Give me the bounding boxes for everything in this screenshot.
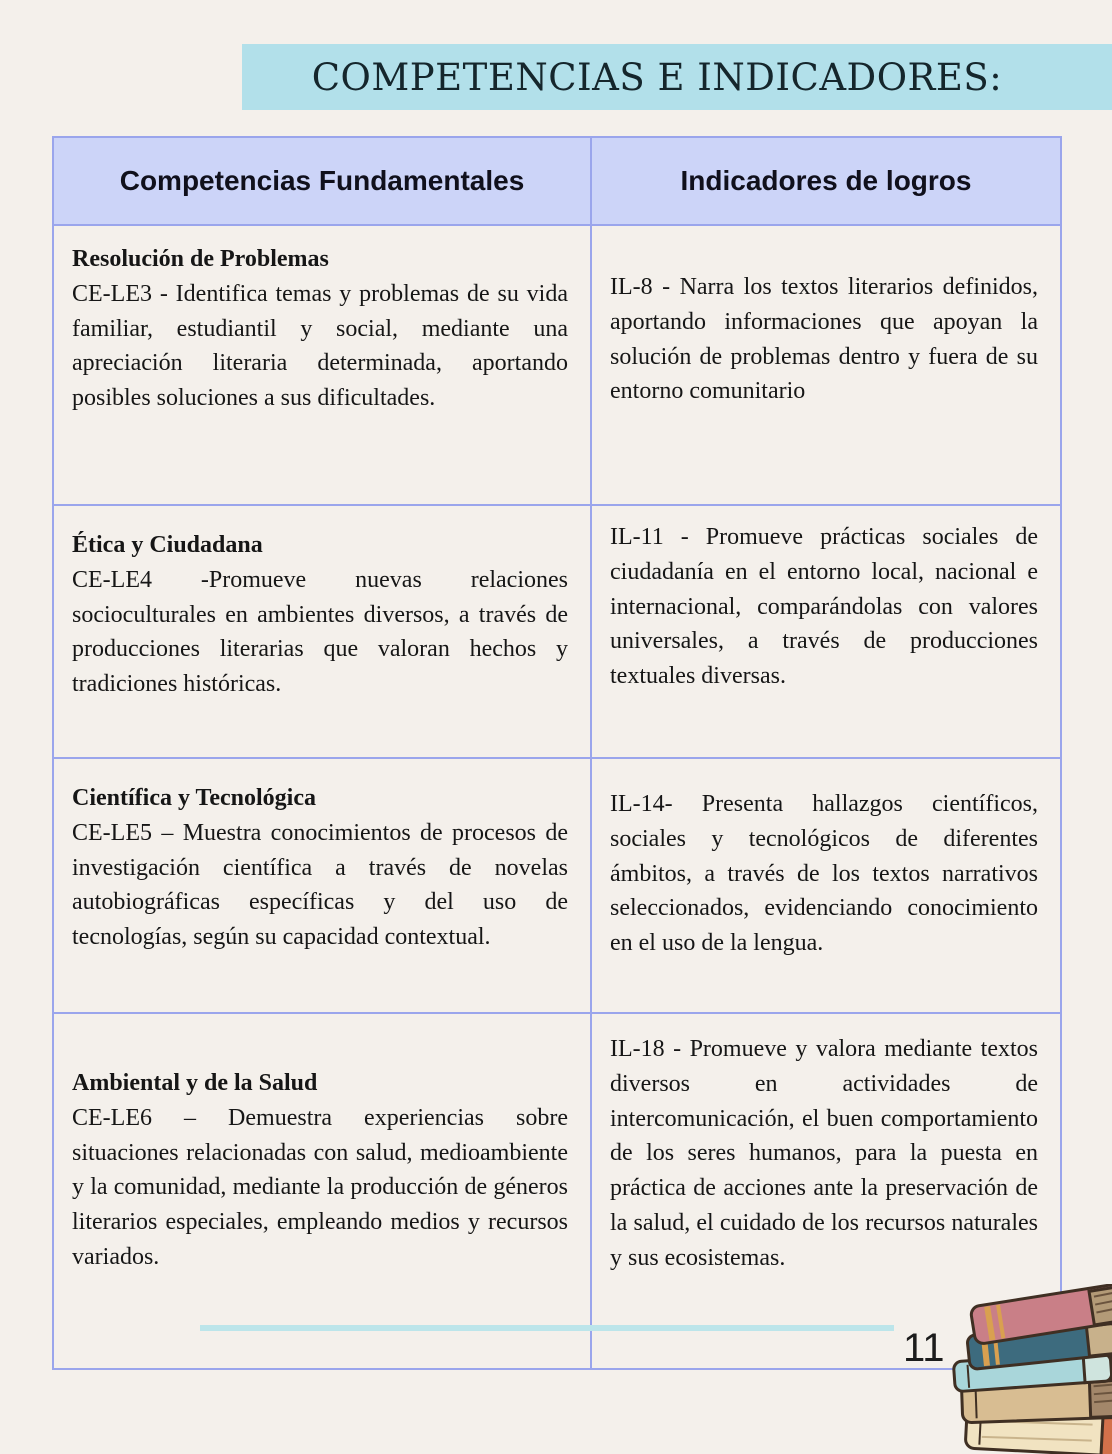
competencia-texto: CE-LE3 - Identifica temas y problemas de su vida familiar, estudiantil y social, mediante una apreciación literaria determinada, aportando posibles soluciones a sus dificultades. <box>72 280 568 412</box>
indicador-texto: IL-11 - Promueve prácticas sociales de ciudadanía en el entorno local, nacional e internacional, comparándolas con valores universales, a través de producciones textuales diversas. <box>610 524 1038 690</box>
page-number: 11 <box>903 1326 945 1370</box>
table-row-2-competencia <box>54 504 590 757</box>
competencia-titulo: Científica y Tecnológica <box>72 785 316 811</box>
page-title: COMPETENCIAS E INDICADORES: <box>311 55 1003 99</box>
indicador-texto: IL-14- Presenta hallazgos científicos, sociales y tecnológicos de diferentes ámbitos, a través de los textos narrativos seleccionados, evidenciando conocimiento en el uso de la lengua. <box>610 791 1038 957</box>
indicador-texto: IL-8 - Narra los textos literarios definidos, aportando informaciones que apoyan la solución de problemas dentro y fuera de su entorno comunitario <box>610 274 1038 405</box>
table-row-2-indicador <box>590 504 1060 757</box>
table-row-3-indicador <box>590 757 1060 1012</box>
competencia-texto: CE-LE5 – Muestra conocimientos de procesos de investigación científica a través de novelas autobiográficas específicas y del uso de tecnologías, según su capacidad contextual. <box>72 819 568 951</box>
competencia-titulo: Ética y Ciudadana <box>72 532 263 558</box>
competencia-titulo: Ambiental y de la Salud <box>72 1070 318 1096</box>
competencia-texto: CE-LE6 – Demuestra experiencias sobre situaciones relacionadas con salud, medioambiente y la comunidad, mediante la producción de géneros literarios especiales, empleando medios y recursos variados. <box>72 1104 568 1270</box>
column-header-indicadores: Indicadores de logros <box>590 138 1060 224</box>
table-row-4-competencia <box>54 1012 590 1368</box>
books-stack-icon <box>952 1284 1112 1454</box>
table-row-3-competencia <box>54 757 590 1012</box>
competencia-texto: CE-LE4 -Promueve nuevas relaciones socioculturales en ambientes diversos, a través de producciones literarias que valoran hechos y tradiciones históricas. <box>72 566 568 698</box>
indicador-texto: IL-18 - Promueve y valora mediante textos diversos en actividades de intercomunicación, el buen comportamiento de los seres humanos, para la puesta en práctica de acciones ante la preservación de la salud, el cuidado de los recursos naturales y sus ecosistemas. <box>610 1036 1038 1271</box>
table-row-1-indicador <box>590 224 1060 504</box>
teal-divider-line <box>200 1325 894 1331</box>
competencias-table <box>52 136 1062 1370</box>
competencia-titulo: Resolución de Problemas <box>72 246 329 272</box>
table-row-1-competencia <box>54 224 590 504</box>
title-banner <box>242 44 1112 110</box>
column-header-competencias: Competencias Fundamentales <box>54 138 590 224</box>
